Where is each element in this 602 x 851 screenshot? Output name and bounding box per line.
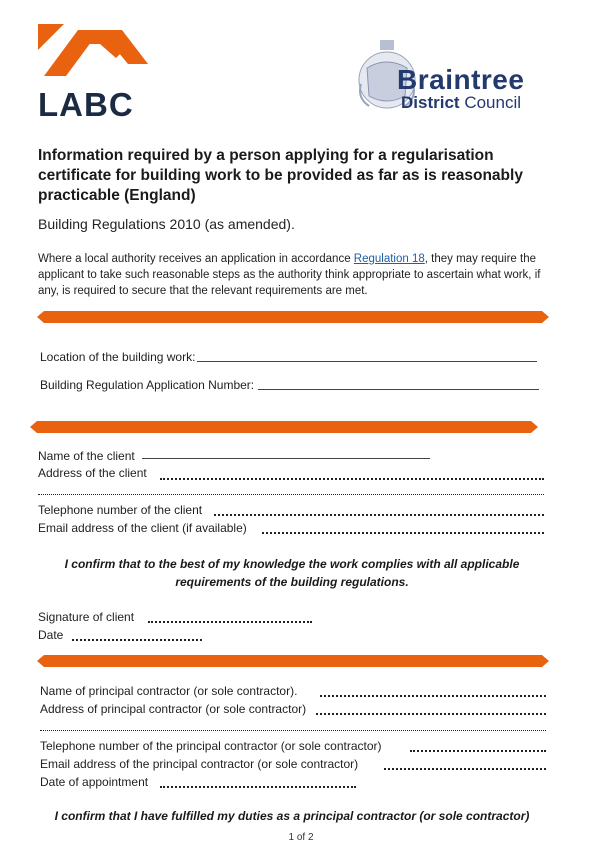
contractor-phone-field[interactable] bbox=[410, 750, 546, 752]
contractor-email-label: Email address of the principal contractor (or sole contractor) bbox=[40, 757, 359, 771]
client-date-field[interactable] bbox=[72, 639, 202, 641]
contractor-address-label: Address of principal contractor (or sole contractor) bbox=[40, 702, 307, 716]
appointment-date-label: Date of appointment bbox=[40, 775, 149, 789]
contractor-phone-label: Telephone number of the principal contractor (or sole contractor) bbox=[40, 739, 382, 753]
client-email-label: Email address of the client (if available) bbox=[38, 521, 247, 535]
client-email-field[interactable] bbox=[262, 532, 544, 534]
client-signature-label: Signature of client bbox=[38, 610, 135, 624]
client-confirmation-statement: I confirm that to the best of my knowledge the work complies with all applicable requirements of the building regulations. bbox=[64, 557, 520, 589]
section-divider-2 bbox=[37, 421, 531, 433]
client-date-label: Date bbox=[38, 628, 64, 642]
document-title: Information required by a person applying for a regularisation certificate for building work to be provided as far as is reasonably practicable (England) bbox=[38, 147, 523, 204]
contractor-name-label: Name of principal contractor (or sole contractor). bbox=[40, 684, 298, 698]
client-phone-field[interactable] bbox=[214, 514, 544, 516]
contractor-address-field-line2[interactable] bbox=[40, 730, 546, 731]
regulation-18-link[interactable]: Regulation 18 bbox=[353, 253, 425, 265]
section-divider-1 bbox=[44, 311, 542, 323]
council-name-line1: Braintree bbox=[397, 64, 525, 95]
location-label: Location of the building work: bbox=[40, 350, 196, 364]
client-name-label: Name of the client bbox=[38, 449, 135, 463]
client-phone-label: Telephone number of the client bbox=[38, 503, 203, 517]
section-divider-3 bbox=[44, 655, 542, 667]
labc-wordmark: LABC bbox=[38, 86, 134, 123]
intro-text-before: Where a local authority receives an application in accordance bbox=[38, 253, 354, 265]
contractor-name-field[interactable] bbox=[320, 695, 546, 697]
intro-text-after: , they may require the applicant to take such reasonable steps as the authority think appropriate to ascertain what work, if any, is required to secure that the relevant requirements are met. bbox=[38, 253, 541, 297]
application-number-label: Building Regulation Application Number: bbox=[40, 378, 255, 392]
council-district: District bbox=[401, 93, 460, 112]
contractor-address-field[interactable] bbox=[316, 713, 546, 715]
client-signature-field[interactable] bbox=[148, 621, 312, 623]
council-name-line2 bbox=[401, 93, 521, 113]
labc-logo bbox=[38, 24, 166, 123]
council-logo bbox=[355, 38, 550, 114]
location-field[interactable] bbox=[197, 361, 537, 362]
client-address-field-line2[interactable] bbox=[38, 494, 544, 495]
page-number: 1 of 2 bbox=[288, 832, 314, 843]
client-address-label: Address of the client bbox=[38, 466, 147, 480]
council-council: Council bbox=[464, 93, 522, 112]
appointment-date-field[interactable] bbox=[160, 786, 356, 788]
contractor-confirmation-statement: I confirm that I have fulfilled my duties as a principal contractor (or sole contractor) bbox=[54, 809, 530, 823]
client-name-field[interactable] bbox=[142, 458, 430, 459]
intro-paragraph bbox=[38, 251, 550, 299]
contractor-email-field[interactable] bbox=[384, 768, 546, 770]
document-subtitle: Building Regulations 2010 (as amended). bbox=[38, 216, 295, 232]
application-number-field[interactable] bbox=[258, 389, 539, 390]
client-address-field[interactable] bbox=[160, 478, 544, 480]
